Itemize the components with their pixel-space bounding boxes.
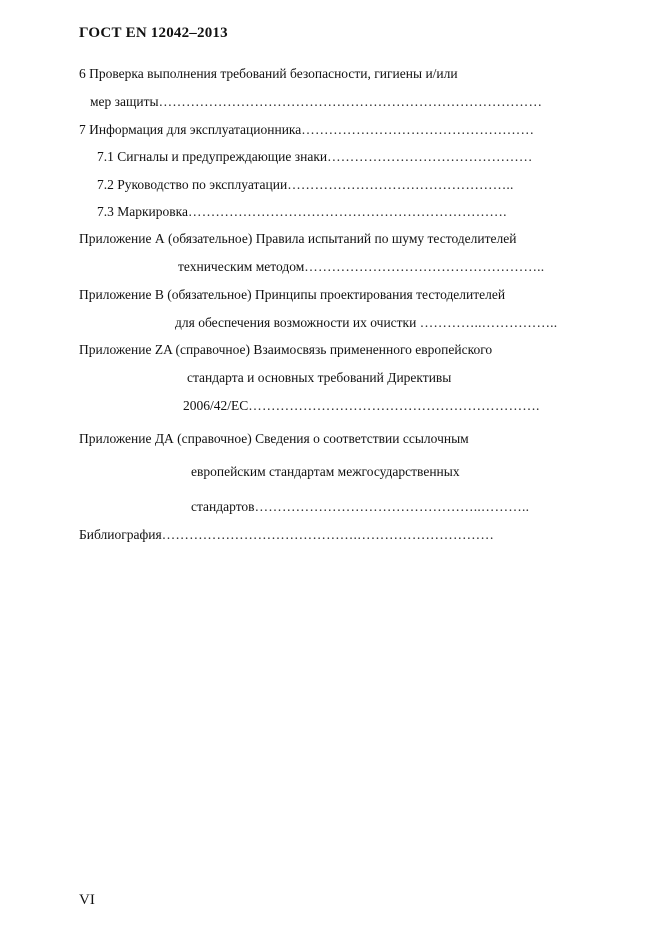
- toc-leader-dots: ……………………………………………: [301, 122, 535, 137]
- toc-entry-text: 2006/42/EC: [183, 398, 249, 413]
- toc-entry-appendix-za-line3: [183, 398, 540, 414]
- toc-entry-text: 7.2 Руководство по эксплуатации: [97, 177, 288, 192]
- toc-leader-dots: …………………………………………………………………………: [158, 94, 543, 109]
- toc-entry-text: 6 Проверка выполнения требований безопасности, гигиены и/или: [79, 66, 458, 81]
- toc-leader-dots: …………………………………………..: [287, 177, 514, 192]
- toc-entry-text: 7 Информация для эксплуатационника: [79, 122, 302, 137]
- page-number: VI: [79, 892, 95, 908]
- toc-entry-text: Приложение А (обязательное) Правила испытаний по шуму тестоделителей: [79, 231, 517, 246]
- toc-entry-text: стандартов: [191, 499, 255, 514]
- toc-leader-dots: ……………………………………………..: [304, 259, 545, 274]
- toc-entry-text: мер защиты: [90, 94, 159, 109]
- toc-entry-appendix-za-line2: [187, 370, 451, 386]
- toc-entry-section-7-2: [97, 177, 514, 193]
- toc-entry-appendix-da-line3: [191, 499, 529, 515]
- toc-leader-dots: …………..……………..: [419, 315, 558, 330]
- toc-entry-appendix-a-line2: [178, 259, 544, 275]
- toc-entry-text: техническим методом: [178, 259, 305, 274]
- toc-entry-text: Приложение ДА (справочное) Сведения о соответствии ссылочным: [79, 431, 469, 446]
- toc-entry-text: 7.1 Сигналы и предупреждающие знаки: [97, 149, 328, 164]
- toc-entry-text: стандарта и основных требований Директивы: [187, 370, 452, 385]
- toc-leader-dots: ……………………………………………………….: [248, 398, 540, 413]
- toc-entry-bibliography: [79, 527, 494, 543]
- toc-leader-dots: …………………………………………………………….: [188, 204, 507, 219]
- toc-entry-appendix-a-line1: [79, 231, 516, 247]
- toc-entry-appendix-za-line1: [79, 342, 492, 358]
- toc-entry-text: Приложение ZA (справочное) Взаимосвязь примененного европейского: [79, 342, 493, 357]
- toc-entry-text: для обеспечения возможности их очистки: [175, 315, 417, 330]
- toc-entry-section-6-line2: [90, 94, 542, 110]
- toc-entry-section-7-1: [97, 149, 533, 165]
- toc-leader-dots: …………………………………….…………………………: [161, 527, 495, 542]
- page-header-title: ГОСТ EN 12042–2013: [79, 25, 228, 41]
- toc-entry-section-7: [79, 122, 534, 138]
- toc-entry-section-7-3: [97, 204, 507, 220]
- toc-entry-text: Приложение В (обязательное) Принципы проектирования тестоделителей: [79, 287, 506, 302]
- toc-leader-dots: …………………………………………..………..: [254, 499, 530, 514]
- toc-entry-text: 7.3 Маркировка: [97, 204, 188, 219]
- toc-entry-appendix-b-line1: [79, 287, 505, 303]
- toc-entry-text: Библиография: [79, 527, 162, 542]
- toc-leader-dots: ………………………………………: [327, 149, 533, 164]
- toc-entry-text: европейским стандартам межгосударственных: [191, 464, 460, 479]
- toc-entry-section-6-line1: [79, 66, 458, 82]
- toc-entry-appendix-da-line1: [79, 431, 469, 447]
- toc-entry-appendix-da-line2: [191, 464, 460, 480]
- toc-entry-appendix-b-line2: [175, 315, 557, 331]
